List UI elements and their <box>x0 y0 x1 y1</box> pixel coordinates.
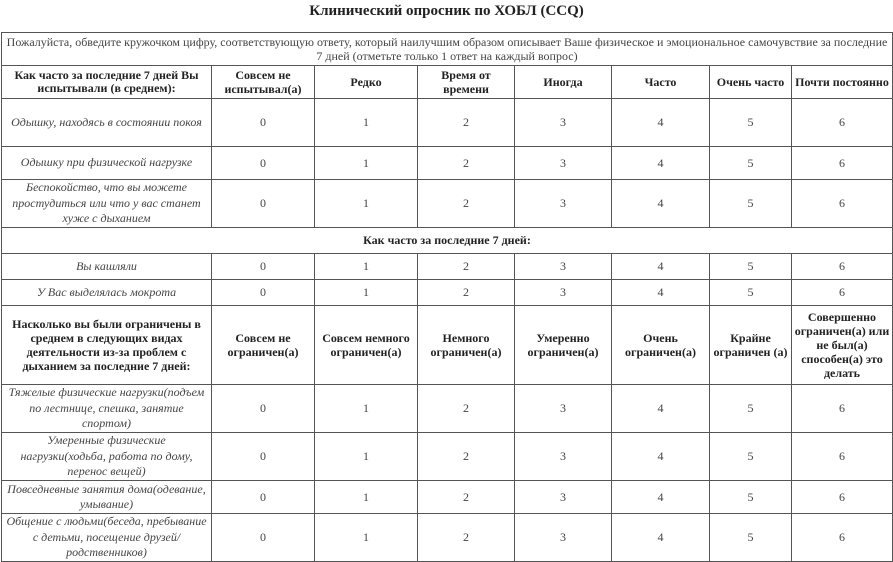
section1-heading: Как часто за последние 7 дней Вы испытывали (в среднем): <box>2 66 212 99</box>
answer-option[interactable]: 4 <box>612 514 710 562</box>
answer-option[interactable]: 2 <box>418 147 515 180</box>
answer-option[interactable]: 2 <box>418 254 515 280</box>
answer-header: Очень часто <box>710 66 792 99</box>
answer-option[interactable]: 0 <box>212 180 315 228</box>
answer-option[interactable]: 3 <box>515 147 612 180</box>
answer-option[interactable]: 5 <box>710 254 792 280</box>
answer-option[interactable]: 3 <box>515 99 612 147</box>
answer-option[interactable]: 5 <box>710 385 792 433</box>
answer-option[interactable]: 1 <box>315 514 418 562</box>
answer-option[interactable]: 4 <box>612 147 710 180</box>
answer-option[interactable]: 2 <box>418 99 515 147</box>
answer-option[interactable]: 1 <box>315 481 418 514</box>
answer-option[interactable]: 1 <box>315 99 418 147</box>
answer-header: Совсем не испытывал(а) <box>212 66 315 99</box>
answer-option[interactable]: 3 <box>515 254 612 280</box>
answer-option[interactable]: 6 <box>792 514 893 562</box>
answer-option[interactable]: 1 <box>315 254 418 280</box>
section3-heading: Насколько вы были ограничены в среднем в следующих видах деятельности из-за проблем с дыханием за последние 7 дней: <box>2 306 212 385</box>
answer-option[interactable]: 1 <box>315 180 418 228</box>
answer-option[interactable]: 5 <box>710 514 792 562</box>
answer-option[interactable]: 5 <box>710 99 792 147</box>
answer-header: Часто <box>612 66 710 99</box>
answer-option[interactable]: 0 <box>212 147 315 180</box>
question-row <box>2 147 893 180</box>
answer-option[interactable]: 2 <box>418 280 515 306</box>
question-row <box>2 514 893 562</box>
question-row <box>2 280 893 306</box>
answer-header: Почти постоянно <box>792 66 893 99</box>
answer-option[interactable]: 6 <box>792 254 893 280</box>
answer-option[interactable]: 2 <box>418 385 515 433</box>
answer-option[interactable]: 0 <box>212 385 315 433</box>
answer-option[interactable]: 6 <box>792 147 893 180</box>
answer-option[interactable]: 4 <box>612 481 710 514</box>
answer-header: Крайне ограничен (а) <box>710 306 792 385</box>
question-text: Общение с людьми(беседа, пребывание с детьми, посещение друзей/родственников) <box>2 514 212 562</box>
instruction-text: Пожалуйста, обведите кружочком цифру, соответствующую ответу, который наилучшим образом описывает Ваше физическое и эмоциональное самочувствие за последние 7 дней (отметьте только 1 ответ на каждый вопрос) <box>2 33 893 66</box>
question-row <box>2 99 893 147</box>
answer-option[interactable]: 6 <box>792 280 893 306</box>
ccq-questionnaire-table <box>1 32 893 562</box>
answer-option[interactable]: 6 <box>792 385 893 433</box>
question-row <box>2 385 893 433</box>
section2-heading: Как часто за последние 7 дней: <box>2 228 893 254</box>
answer-header: Умеренно ограничен(а) <box>515 306 612 385</box>
answer-option[interactable]: 0 <box>212 514 315 562</box>
answer-option[interactable]: 6 <box>792 481 893 514</box>
answer-header: Совсем немного ограничен(а) <box>315 306 418 385</box>
answer-option[interactable]: 3 <box>515 385 612 433</box>
answer-option[interactable]: 1 <box>315 433 418 481</box>
answer-option[interactable]: 1 <box>315 385 418 433</box>
answer-header: Совсем не ограничен(а) <box>212 306 315 385</box>
question-text: Вы кашляли <box>2 254 212 280</box>
answer-option[interactable]: 2 <box>418 433 515 481</box>
answer-option[interactable]: 3 <box>515 180 612 228</box>
answer-option[interactable]: 0 <box>212 99 315 147</box>
answer-option[interactable]: 2 <box>418 481 515 514</box>
answer-option[interactable]: 4 <box>612 280 710 306</box>
question-row <box>2 433 893 481</box>
answer-header: Редко <box>315 66 418 99</box>
answer-header: Немного ограничен(а) <box>418 306 515 385</box>
answer-option[interactable]: 0 <box>212 433 315 481</box>
answer-header: Время от времени <box>418 66 515 99</box>
answer-header: Очень ограничен(а) <box>612 306 710 385</box>
answer-option[interactable]: 0 <box>212 280 315 306</box>
answer-option[interactable]: 4 <box>612 180 710 228</box>
section2-header-row <box>2 228 893 254</box>
question-text: У Вас выделялась мокрота <box>2 280 212 306</box>
answer-header: Иногда <box>515 66 612 99</box>
answer-option[interactable]: 5 <box>710 280 792 306</box>
answer-option[interactable]: 2 <box>418 514 515 562</box>
answer-option[interactable]: 5 <box>710 180 792 228</box>
answer-option[interactable]: 0 <box>212 481 315 514</box>
answer-option[interactable]: 2 <box>418 180 515 228</box>
answer-option[interactable]: 1 <box>315 147 418 180</box>
question-text: Одышку, находясь в состоянии покоя <box>2 99 212 147</box>
question-text: Одышку при физической нагрузке <box>2 147 212 180</box>
instruction-row <box>2 33 893 66</box>
answer-option[interactable]: 6 <box>792 433 893 481</box>
answer-header: Совершенно ограничен(а) или не был(а) способен(а) это делать <box>792 306 893 385</box>
question-text: Беспокойство, что вы можете простудиться или что у вас станет хуже с дыханием <box>2 180 212 228</box>
answer-option[interactable]: 0 <box>212 254 315 280</box>
answer-option[interactable]: 5 <box>710 433 792 481</box>
question-text: Тяжелые физические нагрузки(подъем по лестнице, спешка, занятие спортом) <box>2 385 212 433</box>
answer-option[interactable]: 3 <box>515 514 612 562</box>
question-row <box>2 481 893 514</box>
question-text: Умеренные физические нагрузки(ходьба, работа по дому, перенос вещей) <box>2 433 212 481</box>
answer-option[interactable]: 4 <box>612 385 710 433</box>
question-row <box>2 180 893 228</box>
answer-option[interactable]: 4 <box>612 433 710 481</box>
question-row <box>2 254 893 280</box>
answer-option[interactable]: 3 <box>515 280 612 306</box>
section1-header-row <box>2 66 893 99</box>
section3-header-row <box>2 306 893 385</box>
answer-option[interactable]: 4 <box>612 99 710 147</box>
answer-option[interactable]: 1 <box>315 280 418 306</box>
answer-option[interactable]: 4 <box>612 254 710 280</box>
answer-option[interactable]: 3 <box>515 481 612 514</box>
answer-option[interactable]: 5 <box>710 481 792 514</box>
answer-option[interactable]: 6 <box>792 180 893 228</box>
answer-option[interactable]: 6 <box>792 99 893 147</box>
page-title: Клинический опросник по ХОБЛ (CCQ) <box>309 3 584 19</box>
answer-option[interactable]: 5 <box>710 147 792 180</box>
question-text: Повседневные занятия дома(одевание, умывание) <box>2 481 212 514</box>
answer-option[interactable]: 3 <box>515 433 612 481</box>
